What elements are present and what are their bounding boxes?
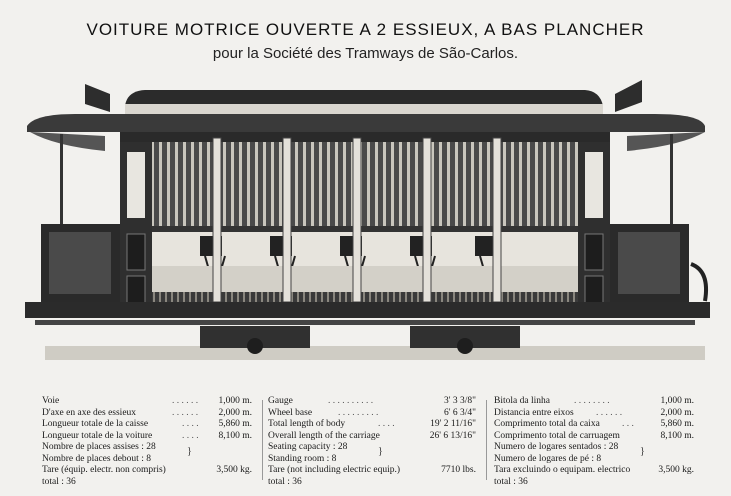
page-title: VOITURE MOTRICE OUVERTE A 2 ESSIEUX, A BAS PLANCHER: [86, 20, 645, 39]
spec-row: Wheel base . . . . . . . . . 6' 6 3/4": [268, 407, 476, 418]
spec-row: Tare (équip. electr. non compris) 3,500 kg.: [42, 465, 252, 475]
underframe: [25, 302, 710, 318]
spec-row: Tare (not including electric equip.) 7710 lbs.: [268, 465, 476, 475]
spec-row: Standing room : 8: [268, 453, 337, 464]
spec-row: Overall length of the carriage 26' 6 13/16": [268, 430, 476, 441]
spec-row: Numero de logares de pé : 8: [494, 453, 602, 464]
spec-row: D'axe en axe des essieux . . . . . . 2,000 m.: [42, 407, 252, 418]
spec-row: Total length of body . . . . 19' 2 11/16": [268, 419, 476, 429]
spec-row: Distancia entre eixos . . . . . . 2,000 m.: [494, 407, 694, 418]
total-seats: total : 36: [268, 476, 302, 487]
spec-row: Gauge . . . . . . . . . . 3' 3 3/8": [268, 396, 476, 406]
specs-french: Voie . . . . . . 1,000 m. D'axe en axe des essieux . . . . . . 2,000 m. Longueur totale de la caisse . . . . 5,860 m. Longueur totale de la voiture . . . . 8,100 m. Nombre de places assises : 28 Nombre de places debout : 8 Tare (équip. electr. non compris) 3,500 kg. } total : 36: [42, 396, 252, 487]
spec-row: Comprimento total de carruagem 8,100 m.: [494, 430, 694, 441]
spec-row: Nombre de places assises : 28: [42, 442, 156, 452]
trolley-mount-right: [615, 80, 642, 112]
spec-row: Tara excluindo o equipam. electrico 3,500 kg.: [494, 465, 694, 475]
tram-car-illustration: [15, 76, 720, 372]
specifications-table: [0, 396, 731, 496]
page-subtitle: pour la Société des Tramways de São-Carlos.: [212, 45, 519, 62]
spec-row: Numero de logares sentados : 28: [494, 442, 619, 452]
column-divider: [486, 400, 487, 480]
trolley-mount-left: [85, 84, 110, 112]
total-seats: total : 36: [494, 476, 528, 487]
main-roof: [27, 114, 705, 132]
spec-row: Bitola da linha . . . . . . . . 1,000 m.: [494, 396, 694, 406]
spec-row: Comprimento total da caixa . . . 5,860 m.: [494, 419, 694, 429]
spec-row: Longueur totale de la caisse . . . . 5,860 m.: [42, 419, 252, 429]
total-seats: total : 36: [42, 476, 76, 487]
specs-portuguese: Bitola da linha . . . . . . . . 1,000 m. Distancia entre eixos . . . . . . 2,000 m. Comprimento total da caixa . . . 5,860 m. Comprimento total de carruagem 8,100 m. Numero de logares sentados : 28 Numero de logares de pé : 8 Tara excluindo o equipam. electrico 3,500 kg. } total : 36: [494, 396, 694, 487]
spec-row: Seating capacity : 28: [268, 442, 348, 452]
spec-row: Nombre de places debout : 8: [42, 453, 151, 464]
specs-english: Gauge . . . . . . . . . . 3' 3 3/8" Wheel base . . . . . . . . . 6' 6 3/4" Total length of body . . . . 19' 2 11/16" Overall length of the carriage 26' 6 13/16" Seating capacity : 28 Standing room : 8 Tare (not including electric equip.) 7710 lbs. } total : 36: [268, 396, 476, 487]
clerestory-roof: [125, 90, 603, 106]
spec-row: Longueur totale de la voiture . . . . 8,100 m.: [42, 430, 252, 441]
spec-row: Voie . . . . . . 1,000 m.: [42, 396, 252, 406]
column-divider: [262, 400, 263, 480]
